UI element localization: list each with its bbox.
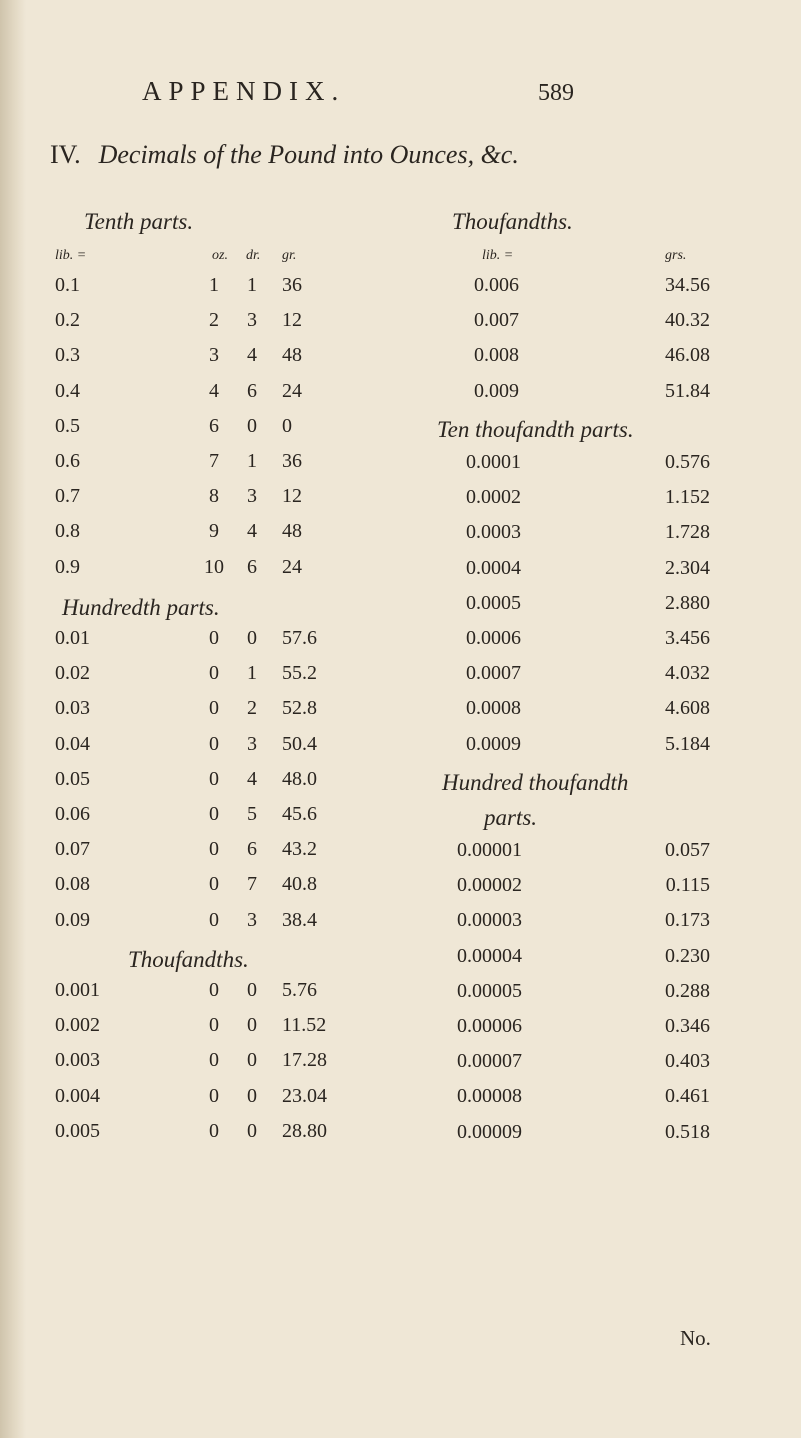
ten-thousandth-row-lb: 0.0001: [466, 451, 521, 473]
section-title: Thoufandths.: [128, 947, 249, 972]
catchword: No.: [680, 1326, 711, 1350]
tenth-row-dr: 3: [247, 309, 257, 332]
tenth-row-gr: 48: [282, 344, 302, 367]
ten-thousandth-row-grs: 4.032: [665, 662, 710, 685]
ten-thousandth-row-lb: 0.0004: [466, 556, 521, 579]
ten-thousandth-row-grs: 3.456: [665, 627, 710, 649]
ten-thousandth-row-lb: 0.0007: [466, 662, 521, 685]
hundredth-row-oz: 0: [209, 908, 219, 931]
tenth-row-gr: 36: [282, 450, 302, 472]
section-title: Tenth parts.: [84, 209, 194, 234]
tenth-row-oz: 2: [209, 309, 219, 332]
hundredth-row-gr: 43.2: [282, 838, 317, 861]
ten-thousandth-row-lb: 0.0006: [466, 627, 521, 649]
thousandth-row-dr: 0: [247, 1049, 257, 1072]
tenth-row-lb: 0.5: [55, 414, 80, 437]
tenth-row-dr: 0: [247, 414, 257, 437]
tenth-row-gr: 36: [282, 274, 302, 296]
col-header-dr: dr.: [246, 248, 261, 263]
tenth-row-oz: 7: [209, 450, 219, 472]
table-title-text: Decimals of the Pound into Ounces, &c.: [98, 140, 519, 169]
thousandth-row-dr: 0: [247, 979, 257, 1001]
hundred-thousandth-row-grs: 0.288: [665, 979, 710, 1002]
r-thousandth-row-lb: 0.006: [474, 274, 519, 296]
tenth-row-lb: 0.9: [55, 555, 80, 578]
hundred-thousandth-row-lb: 0.00008: [457, 1085, 522, 1108]
hundredth-row-lb: 0.03: [55, 697, 90, 720]
thousandth-row-oz: 0: [209, 1014, 219, 1037]
tenth-row-lb: 0.1: [55, 274, 80, 296]
hundred-thousandth-row-lb: 0.00005: [457, 979, 522, 1002]
tenth-row-gr: 24: [282, 379, 302, 402]
tenth-row-dr: 4: [247, 344, 257, 367]
ten-thousandth-row-grs: 2.880: [665, 591, 710, 614]
hundredth-row-dr: 6: [247, 838, 257, 861]
tenth-row-oz: 1: [209, 274, 219, 296]
thousandth-row-lb: 0.004: [55, 1084, 100, 1107]
hundredth-row-dr: 1: [247, 662, 257, 685]
hundredth-row-oz: 0: [209, 627, 219, 649]
hundredth-row-dr: 0: [247, 627, 257, 649]
hundredth-row-gr: 50.4: [282, 732, 317, 755]
r-thousandth-row-lb: 0.008: [474, 344, 519, 367]
hundred-thousandth-row-grs: 0.346: [665, 1015, 710, 1037]
table-numeral: IV.: [50, 140, 81, 169]
hundredth-row-lb: 0.07: [55, 838, 90, 861]
tenth-row-oz: 10: [204, 555, 224, 578]
thousandth-row-gr: 28.80: [282, 1119, 327, 1142]
hundredth-row-lb: 0.05: [55, 767, 90, 790]
hundredth-row-dr: 4: [247, 767, 257, 790]
tenth-row-oz: 3: [209, 344, 219, 367]
hundredth-row-dr: 3: [247, 732, 257, 755]
hundred-thousandth-row-lb: 0.00003: [457, 909, 522, 932]
r-thousandth-row-grs: 46.08: [665, 344, 710, 367]
col-header-lb: lib. =: [482, 248, 514, 263]
page-number: 589: [538, 80, 574, 106]
thousandth-row-dr: 0: [247, 1084, 257, 1107]
hundredth-row-lb: 0.04: [55, 732, 90, 755]
hundredth-row-oz: 0: [209, 697, 219, 720]
tenth-row-dr: 1: [247, 274, 257, 296]
hundred-thousandth-row-grs: 0.403: [665, 1050, 710, 1073]
hundredth-row-oz: 0: [209, 662, 219, 685]
r-thousandth-row-lb: 0.009: [474, 379, 519, 402]
hundred-thousandth-row-lb: 0.00006: [457, 1015, 522, 1037]
tenth-row-dr: 6: [247, 379, 257, 402]
ten-thousandth-row-lb: 0.0003: [466, 521, 521, 544]
hundredth-row-dr: 2: [247, 697, 257, 720]
page-edge-shadow: [0, 0, 26, 1438]
thousandth-row-gr: 5.76: [282, 979, 317, 1001]
tenth-row-lb: 0.8: [55, 520, 80, 543]
hundred-thousandth-row-lb: 0.00001: [457, 839, 522, 861]
hundredth-row-dr: 3: [247, 908, 257, 931]
tenth-row-dr: 6: [247, 555, 257, 578]
r-thousandth-row-grs: 40.32: [665, 309, 710, 332]
hundred-thousandth-row-grs: 0.057: [665, 839, 710, 861]
ten-thousandth-row-grs: 5.184: [665, 732, 710, 755]
hundredth-row-oz: 0: [209, 767, 219, 790]
tenth-row-lb: 0.7: [55, 485, 80, 508]
tenth-row-gr: 12: [282, 485, 302, 508]
tenth-row-gr: 48: [282, 520, 302, 543]
thousandth-row-oz: 0: [209, 979, 219, 1001]
tenth-row-oz: 9: [209, 520, 219, 543]
section-title: parts.: [484, 805, 538, 830]
running-header: [0, 76, 801, 116]
hundredth-row-lb: 0.02: [55, 662, 90, 685]
r-thousandth-row-lb: 0.007: [474, 309, 519, 332]
ten-thousandth-row-lb: 0.0008: [466, 697, 521, 720]
hundred-thousandth-row-grs: 0.173: [665, 909, 710, 932]
section-title: Thoufandths.: [452, 209, 573, 234]
ten-thousandth-row-lb: 0.0002: [466, 486, 521, 509]
thousandth-row-oz: 0: [209, 1049, 219, 1072]
hundredth-row-dr: 7: [247, 873, 257, 896]
ten-thousandth-row-grs: 1.152: [665, 486, 710, 509]
r-thousandth-row-grs: 51.84: [665, 379, 710, 402]
hundredth-row-gr: 52.8: [282, 697, 317, 720]
hundredth-row-oz: 0: [209, 803, 219, 825]
section-title: Ten thoufandth parts.: [437, 417, 634, 442]
thousandth-row-lb: 0.005: [55, 1119, 100, 1142]
tenth-row-lb: 0.4: [55, 379, 80, 402]
ten-thousandth-row-grs: 0.576: [665, 451, 710, 473]
hundred-thousandth-row-lb: 0.00007: [457, 1050, 522, 1073]
thousandth-row-lb: 0.001: [55, 979, 100, 1001]
hundredth-row-lb: 0.06: [55, 803, 90, 825]
hundred-thousandth-row-grs: 0.518: [665, 1120, 710, 1143]
thousandth-row-gr: 17.28: [282, 1049, 327, 1072]
hundred-thousandth-row-lb: 0.00009: [457, 1120, 522, 1143]
thousandth-row-lb: 0.003: [55, 1049, 100, 1072]
tenth-row-lb: 0.6: [55, 450, 80, 472]
hundredth-row-gr: 40.8: [282, 873, 317, 896]
tenth-row-dr: 1: [247, 450, 257, 472]
col-header-gr: gr.: [282, 248, 297, 263]
thousandth-row-oz: 0: [209, 1084, 219, 1107]
ten-thousandth-row-grs: 2.304: [665, 556, 710, 579]
hundredth-row-oz: 0: [209, 873, 219, 896]
tenth-row-gr: 0: [282, 414, 292, 437]
hundredth-row-lb: 0.09: [55, 908, 90, 931]
thousandth-row-gr: 11.52: [282, 1014, 327, 1037]
hundredth-row-gr: 57.6: [282, 627, 317, 649]
tenth-row-oz: 4: [209, 379, 219, 402]
tenth-row-dr: 4: [247, 520, 257, 543]
col-header-grs: grs.: [665, 248, 687, 263]
table-title: [50, 140, 519, 170]
hundred-thousandth-row-lb: 0.00004: [457, 944, 522, 967]
hundredth-row-lb: 0.08: [55, 873, 90, 896]
hundred-thousandth-row-grs: 0.461: [665, 1085, 710, 1108]
hundred-thousandth-row-lb: 0.00002: [457, 874, 522, 897]
thousandth-row-lb: 0.002: [55, 1014, 100, 1037]
tenth-row-dr: 3: [247, 485, 257, 508]
hundredth-row-gr: 38.4: [282, 908, 317, 931]
ten-thousandth-row-grs: 4.608: [665, 697, 710, 720]
thousandth-row-dr: 0: [247, 1119, 257, 1142]
section-title: Hundredth parts.: [62, 595, 220, 620]
ten-thousandth-row-lb: 0.0005: [466, 591, 521, 614]
tenth-row-oz: 6: [209, 414, 219, 437]
hundred-thousandth-row-grs: 0.115: [665, 874, 710, 897]
tenth-row-gr: 12: [282, 309, 302, 332]
col-header-oz: oz.: [212, 248, 228, 263]
hundredth-row-gr: 45.6: [282, 803, 317, 825]
ten-thousandth-row-lb: 0.0009: [466, 732, 521, 755]
hundredth-row-dr: 5: [247, 803, 257, 825]
tenth-row-oz: 8: [209, 485, 219, 508]
hundredth-row-lb: 0.01: [55, 627, 90, 649]
thousandth-row-oz: 0: [209, 1119, 219, 1142]
hundredth-row-oz: 0: [209, 838, 219, 861]
col-header-lb: lib. =: [55, 248, 87, 263]
hundredth-row-gr: 55.2: [282, 662, 317, 685]
tenth-row-lb: 0.2: [55, 309, 80, 332]
running-head: APPENDIX.: [142, 76, 346, 106]
r-thousandth-row-grs: 34.56: [665, 274, 710, 296]
thousandth-row-gr: 23.04: [282, 1084, 327, 1107]
hundredth-row-oz: 0: [209, 732, 219, 755]
hundred-thousandth-row-grs: 0.230: [665, 944, 710, 967]
tenth-row-gr: 24: [282, 555, 302, 578]
thousandth-row-dr: 0: [247, 1014, 257, 1037]
hundredth-row-gr: 48.0: [282, 767, 317, 790]
section-title: Hundred thoufandth: [442, 770, 629, 795]
ten-thousandth-row-grs: 1.728: [665, 521, 710, 544]
tenth-row-lb: 0.3: [55, 344, 80, 367]
